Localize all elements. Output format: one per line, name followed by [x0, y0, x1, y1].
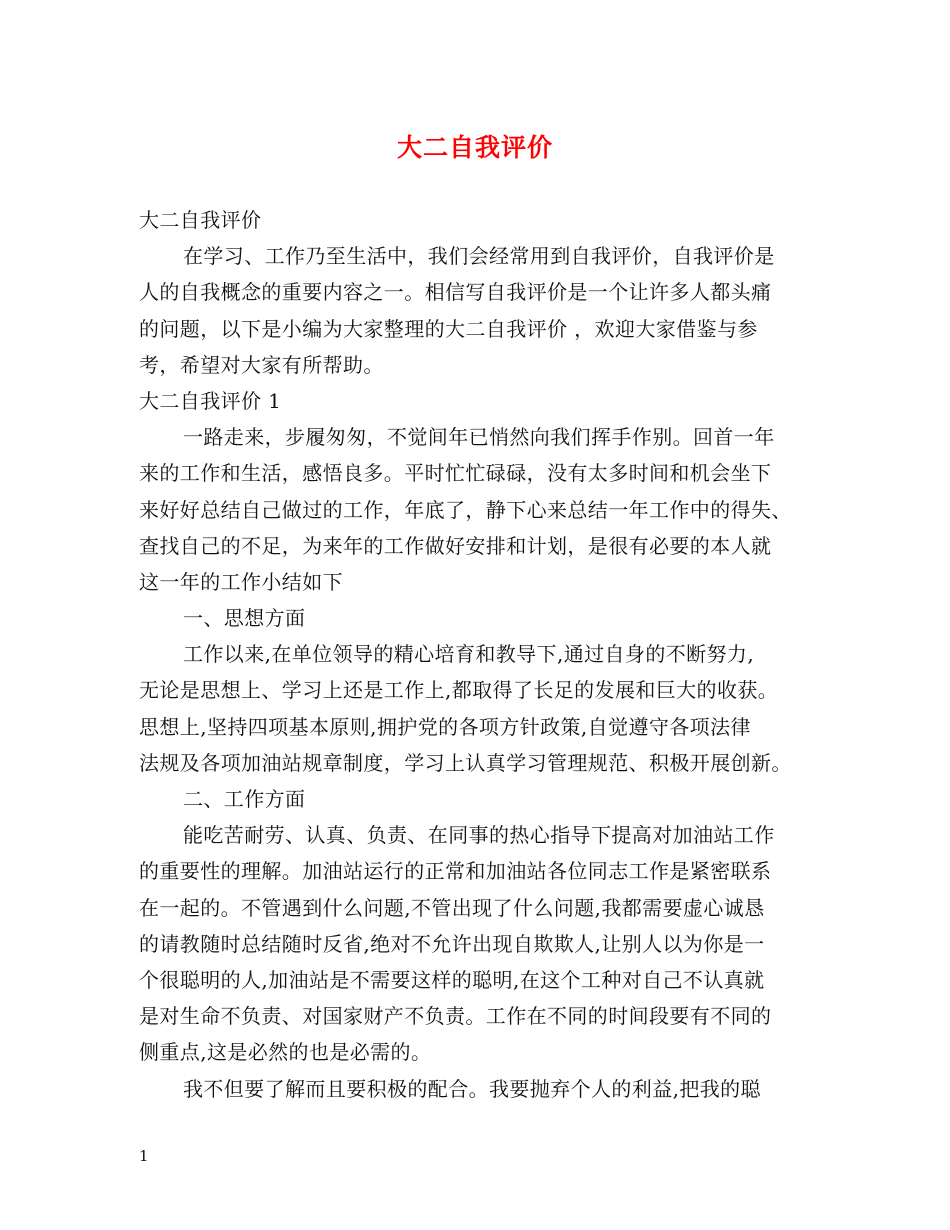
document-body	[139, 202, 829, 1107]
text-line: 的重要性的理解。加油站运行的正常和加油站各位同志工作是紧密联系	[139, 859, 772, 884]
text-line: 考，希望对大家有所帮助。	[139, 352, 384, 377]
document-title: 大二自我评价	[396, 133, 553, 162]
text-line: 侧重点,这是必然的也是必需的。	[139, 1040, 432, 1065]
text-line: 人的自我概念的重要内容之一。相信写自我评价是一个让许多人都头痛	[139, 280, 772, 305]
text-line: 这一年的工作小结如下	[139, 569, 343, 594]
text-line: 大二自我评价 1	[139, 388, 282, 413]
text-line: 的问题，以下是小编为大家整理的大二自我评价 ，欢迎大家借鉴与参	[139, 316, 758, 341]
text-line: 来的工作和生活，感悟良多。平时忙忙碌碌，没有太多时间和机会坐下	[139, 461, 772, 486]
text-line: 二、工作方面	[183, 787, 306, 811]
text-line: 能吃苦耐劳、认真、负责、在同事的热心指导下提高对加油站工作	[183, 823, 775, 848]
text-line: 的请教随时总结随时反省,绝对不允许出现自欺欺人,让别人以为你是一	[139, 931, 765, 956]
page-number: 1	[139, 1147, 149, 1165]
text-line: 无论是思想上、学习上还是工作上,都取得了长足的发展和巨大的收获。	[139, 678, 779, 703]
text-line: 我不但要了解而且要积极的配合。我要抛弃个人的利益,把我的聪	[183, 1076, 761, 1101]
text-line: 来好好总结自己做过的工作，年底了，静下心来总结一年工作中的得失、	[139, 497, 792, 522]
text-line: 法规及各项加油站规章制度，学习上认真学习管理规范、积极开展创新。	[139, 750, 792, 775]
text-line: 是对生命不负责、对国家财产不负责。工作在不同的时间段要有不同的	[139, 1004, 772, 1029]
text-line: 个很聪明的人,加油站是不需要这样的聪明,在这个工种对自己不认真就	[139, 967, 765, 992]
text-line: 一路走来，步履匆匆，不觉间年已悄然向我们挥手作别。回首一年	[183, 425, 775, 450]
text-line: 工作以来,在单位领导的精心培育和教导下,通过自身的不断努力,	[183, 642, 755, 667]
text-line: 大二自我评价	[139, 208, 262, 232]
text-line: 在一起的。不管遇到什么问题,不管出现了什么问题,我都需要虚心诚恳	[139, 895, 765, 920]
text-line: 思想上,坚持四项基本原则,拥护党的各项方针政策,自觉遵守各项法律	[139, 714, 751, 739]
text-line: 一、思想方面	[183, 606, 306, 631]
text-line: 在学习、工作乃至生活中，我们会经常用到自我评价，自我评价是	[183, 244, 775, 269]
text-line: 查找自己的不足，为来年的工作做好安排和计划，是很有必要的本人就	[139, 533, 772, 558]
